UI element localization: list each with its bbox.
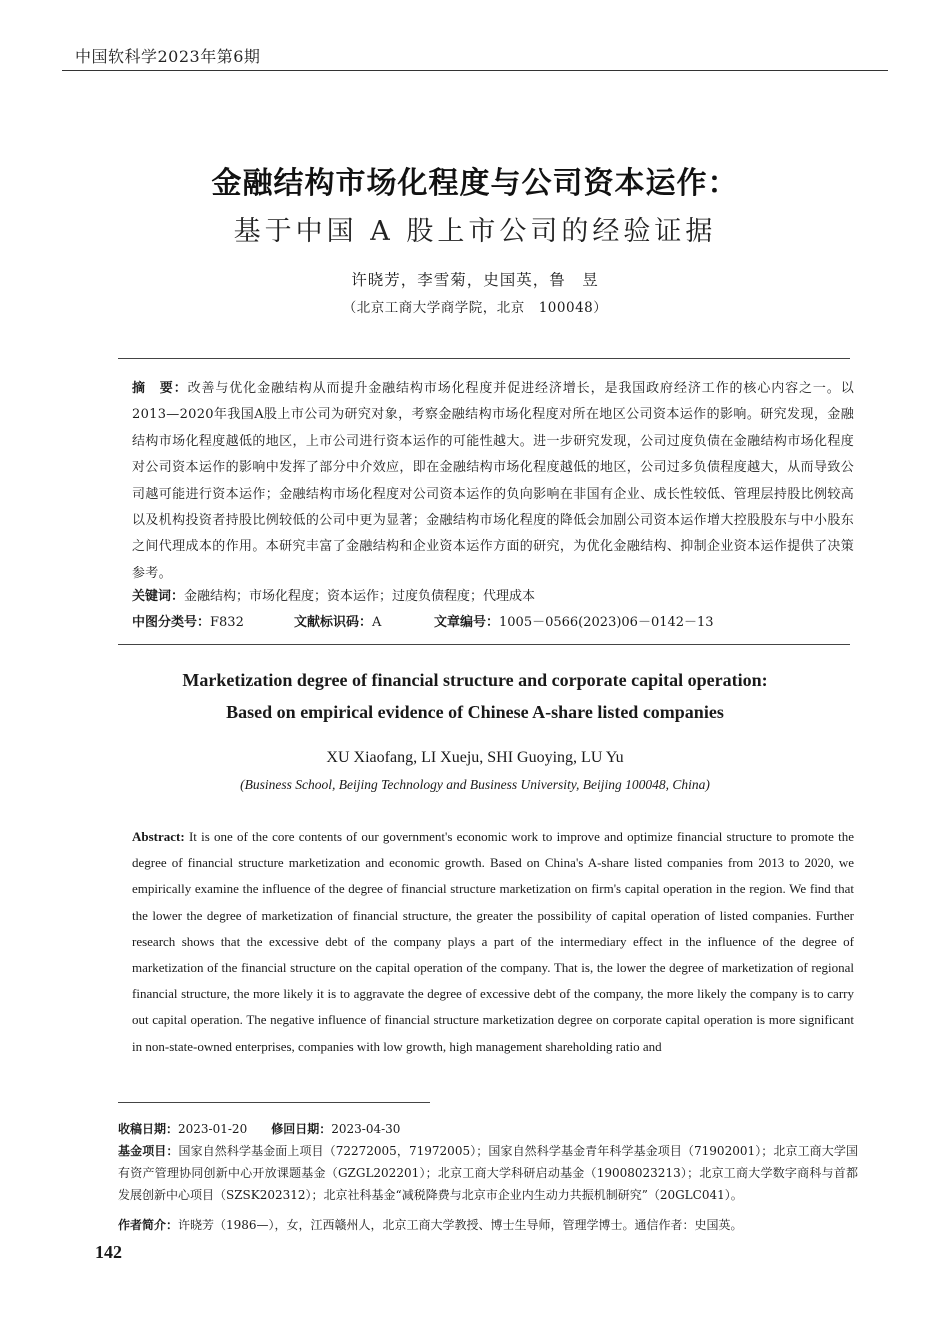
author-bio-text: 许晓芳（1986—），女，江西赣州人，北京工商大学教授、博士生导师，管理学博士。通信作者：史国英。 <box>178 1218 743 1232</box>
chinese-abstract-text: 改善与优化金融结构从而提升金融结构市场化程度并促进经济增长，是我国政府经济工作的核心内容之一。以2013—2020年我国A股上市公司为研究对象，考察金融结构市场化程度对所在地区公司资本运作的影响。研究发现，金融结构市场化程度越低的地区，上市公司进行资本运作的可能性越大。进一步研究发现，公司过度负债在金融结构市场化程度对公司资本运作的影响中发挥了部分中介效应，即在金融结构市场化程度越低的地区，公司过多负债程度越大，从而导致公司越可能进行资本运作；金融结构市场化程度对公司资本运作的负向影响在非国有企业、成长性较低、管理层持股比例较高以及机构投资者持股比例较低的公司中更为显著；金融结构市场化程度的降低会加剧公司资本运作增大控股股东与中小股东之间代理成本的作用。本研究丰富了金融结构和企业资本运作方面的研究，为优化金融结构、抑制企业资本运作提供了决策参考。 <box>132 381 855 581</box>
journal-header: 中国软科学2023年第6期 <box>75 47 261 66</box>
article-number-label: 文章编号： <box>434 615 500 630</box>
article-number-value: 1005－0566(2023)06－0142－13 <box>499 615 714 630</box>
chinese-abstract <box>132 376 854 587</box>
footnote-funding <box>118 1140 858 1206</box>
clc-value: F832 <box>210 615 244 630</box>
english-authors: XU Xiaofang, LI Xueju, SHI Guoying, LU Yu <box>326 749 624 766</box>
footnote-divider <box>118 1102 430 1103</box>
keywords-text: 金融结构；市场化程度；资本运作；过度负债程度；代理成本 <box>184 589 536 604</box>
abstract-bottom-divider <box>118 644 850 645</box>
page-number: 142 <box>95 1242 122 1262</box>
chinese-authors: 许晓芳，李雪菊，史国英，鲁 昱 <box>351 271 599 289</box>
chinese-title-line2: 基于中国 A 股上市公司的经验证据 <box>233 216 717 247</box>
abstract-top-divider <box>118 358 850 359</box>
footnote-dates <box>118 1118 858 1140</box>
funding-label: 基金项目： <box>118 1144 179 1158</box>
english-title-line2: Based on empirical evidence of Chinese A-share listed companies <box>226 702 724 722</box>
revised-date: 2023-04-30 <box>331 1122 401 1136</box>
received-date: 2023-01-20 <box>178 1122 248 1136</box>
english-abstract <box>132 824 854 1060</box>
clc-label: 中图分类号： <box>132 615 211 630</box>
english-affiliation: (Business School, Beijing Technology and Business University, Beijing 100048, China) <box>240 777 710 792</box>
footnote-author-bio <box>118 1214 858 1236</box>
chinese-title-line1: 金融结构市场化程度与公司资本运作： <box>211 166 739 201</box>
revised-label: 修回日期： <box>271 1122 332 1136</box>
classification-row <box>132 611 854 630</box>
received-label: 收稿日期： <box>118 1122 179 1136</box>
funding-text: 国家自然科学基金面上项目（72272005，71972005）；国家自然科学基金青年科学基金项目（71902001）；北京工商大学国有资产管理协同创新中心开放课题基金（GZGL202201）；北京工商大学科研启动基金（19008023213）；北京工商大学数字商科与首都发展创新中心项目（SZSK202312）；北京社科基金“减税降费与北京市企业内生动力共振机制研究”（20GLC041）。 <box>118 1144 858 1202</box>
keywords-label: 关键词： <box>132 589 185 604</box>
author-bio-label: 作者简介： <box>118 1218 179 1232</box>
chinese-abstract-label: 摘 要： <box>132 381 188 396</box>
keywords <box>132 585 854 604</box>
doc-code-label: 文献标识码： <box>294 615 373 630</box>
english-abstract-label: Abstract: <box>132 829 185 844</box>
header-divider <box>62 70 888 71</box>
english-abstract-text: It is one of the core contents of our government's economic work to improve and optimize financial structure to promote the degree of financial structure marketization and economic growth. Based on China's A-share listed companies from 2013 to 2020, we empirically examine the influence of the degree of financial structure marketization on firm's capital operation in the region. We find that the lower the degree of marketization of financial structure, the greater the possibility of capital operation of listed companies. Further research shows that the excessive debt of the company plays a part of the intermediary effect in the influence of the degree of marketization of the financial structure on the capital operation of the company. That is, the lower the degree of marketization of regional financial structure, the more likely it is to aggravate the degree of excessive debt of the company, the more likely the company is to carry out capital operation. The negative influence of financial structure marketization degree on corporate capital operation is more significant in non-state-owned enterprises, companies with low growth, high management shareholding ratio and <box>132 829 855 1054</box>
chinese-affiliation: （北京工商大学商学院，北京 100048） <box>342 300 608 316</box>
english-title-line1: Marketization degree of financial structure and corporate capital operation: <box>182 670 768 690</box>
doc-code-value: A <box>372 615 382 630</box>
